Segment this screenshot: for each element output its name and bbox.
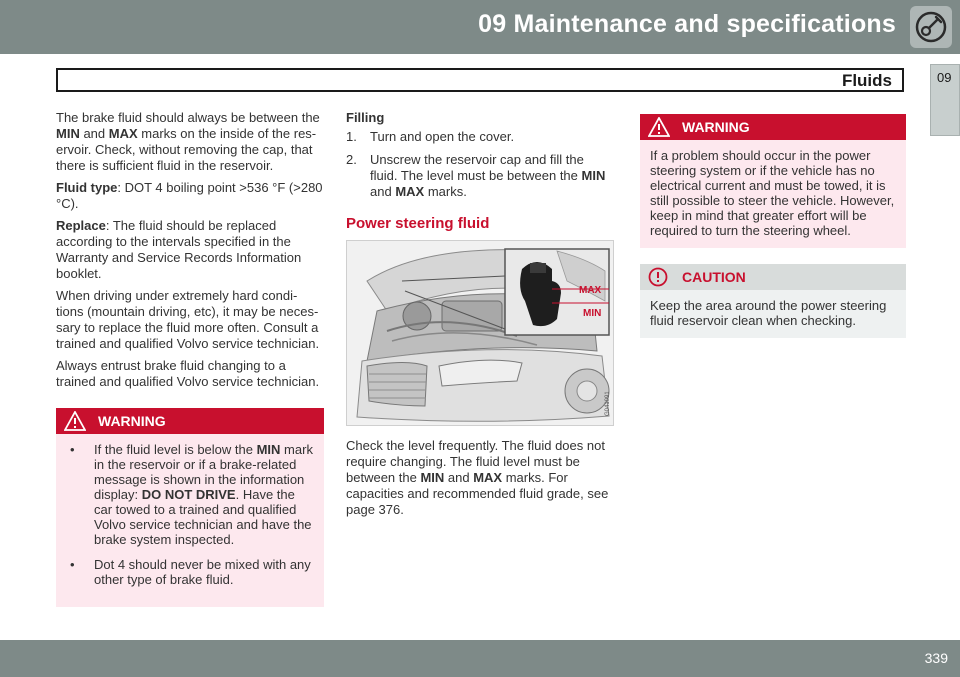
- caution-exclamation-icon: [648, 267, 670, 287]
- warning-title: WARNING: [98, 413, 166, 429]
- caution-text: Keep the area around the power steering fluid reservoir clean when checking.: [650, 298, 887, 328]
- paragraph-entrust: Always entrust brake fluid changing to a trained and qualified Volvo service technician.: [56, 358, 320, 389]
- filling-steps: [346, 129, 614, 200]
- list-item: • Dot 4 should never be mixed with any other type of brake fluid.: [70, 557, 311, 587]
- brake-warning-box: [56, 408, 324, 607]
- warning-triangle-icon: [64, 411, 86, 431]
- warning-title: WARNING: [682, 119, 750, 135]
- figure-code: G041091: [605, 391, 611, 416]
- column-warnings: [640, 114, 906, 338]
- warning-list: [56, 434, 324, 587]
- column-brake-fluid: [56, 110, 324, 607]
- paragraph-check-level: Check the level frequently. The fluid does not require changing. The fluid level must be between the MIN and MAX marks. For capacities and recommended fluid grade, see page 376.: [346, 438, 609, 517]
- wrench-gear-icon: [910, 6, 952, 48]
- footer-bar: [0, 640, 960, 677]
- figure-max-label: MAX: [579, 285, 602, 296]
- paragraph-extreme-conditions: When driving under extremely hard condi-tions (mountain driving, etc), it may be neces-sary to replace the fluid more often. Consult a trained and qualified Volvo service technician.: [56, 288, 320, 351]
- chapter-title: 09 Maintenance and specifications: [478, 10, 896, 38]
- paragraph-replace: Replace: The fluid should be replaced according to the intervals specified in the Warranty and Service Records Information booklet.: [56, 218, 302, 281]
- list-item: 1. Turn and open the cover.: [346, 129, 515, 144]
- chapter-tab[interactable]: [930, 64, 960, 136]
- paragraph-fluid-type: Fluid type: DOT 4 boiling point >536 °F (>280 °C).: [56, 180, 323, 211]
- column-filling: [346, 110, 614, 524]
- section-header: [56, 68, 904, 92]
- paragraph-brake-level: The brake fluid should always be between the MIN and MAX marks on the inside of the res-ervoir. Check, without removing the cap, that there is sufficient fluid in the reservoir.: [56, 110, 320, 173]
- power-steering-heading: Power steering fluid: [346, 215, 490, 232]
- page-number: 339: [924, 650, 948, 666]
- caution-title: CAUTION: [682, 269, 746, 285]
- car-engine-drawing: [347, 241, 614, 426]
- warning-triangle-icon: [648, 117, 670, 137]
- header-bar: [0, 0, 960, 54]
- warning-header: [640, 114, 906, 140]
- engine-bay-illustration: [346, 240, 614, 426]
- figure-min-label: MIN: [583, 308, 602, 319]
- filling-heading: Filling: [346, 110, 385, 125]
- warning-text: If a problem should occur in the power steering system or if the vehicle has no electrical current and must be towed, it is still possible to steer the vehicle. However, keep in mind that greater effort will be required to turn the steering wheel.: [650, 148, 895, 238]
- steering-warning-box: [640, 114, 906, 248]
- list-item: 2. Unscrew the reservoir cap and fill the fluid. The level must be between the MIN and MAX marks.: [346, 152, 606, 199]
- chapter-tab-label: 09: [937, 70, 952, 85]
- caution-header: [640, 264, 906, 290]
- section-title: Fluids: [841, 71, 892, 90]
- warning-header: [56, 408, 324, 434]
- caution-box: [640, 264, 906, 338]
- list-item: • If the fluid level is below the MIN mark in the reservoir or if a brake-related message is shown in the information display: DO NOT DRIVE. Have the car towed to a trained and qualified Volvo service technician and have the brake system inspected.: [70, 442, 313, 547]
